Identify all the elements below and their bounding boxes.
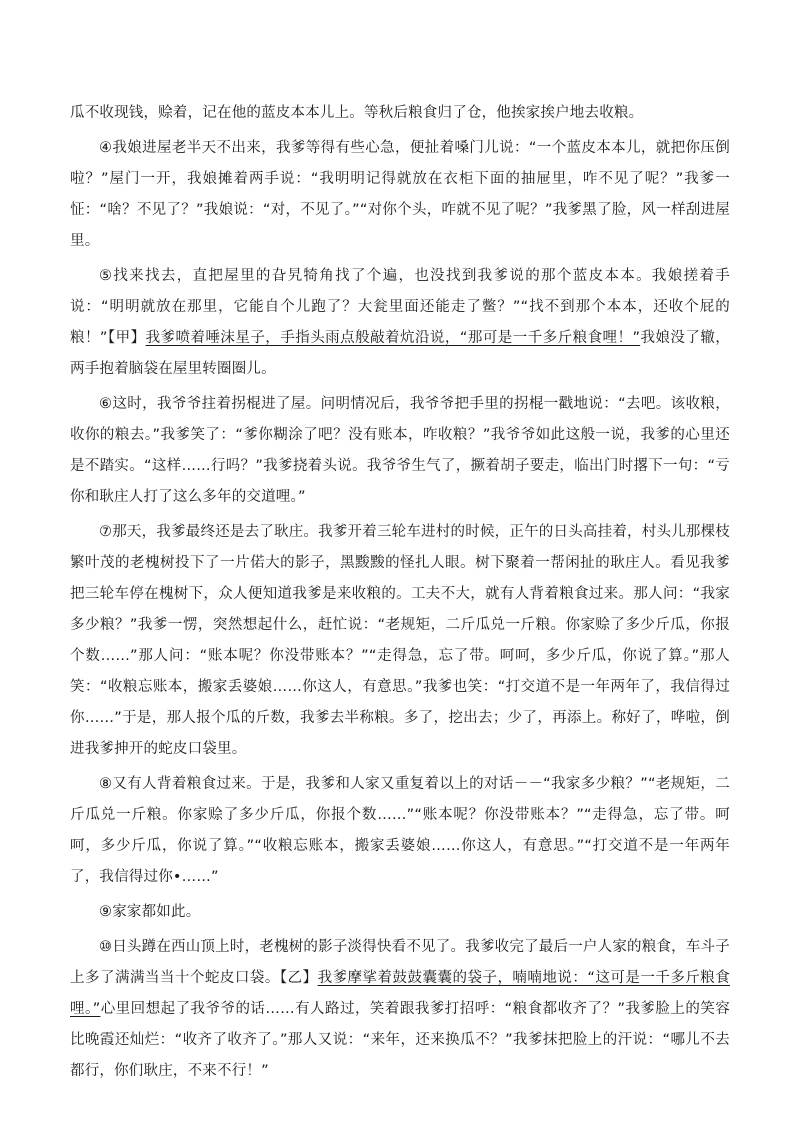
document-page — [70, 98, 730, 1091]
paragraph-4: ④我娘进屋老半天不出来，我爹等得有些心急，便扯着嗓门儿说：“一个蓝皮本本儿，就把你压倒啦？”屋门一开，我娘摊着两手说：“我明明记得就放在衣柜下面的抽屉里，咋不见了呢？”我爹一怔：“啥？不见了？”我娘说：“对，不见了。”“对你个头，咋就不见了呢？”我爹黑了脸，风一样刮进屋里。 — [70, 140, 730, 249]
paragraph-6: ⑥这时，我爷爷拄着拐棍进了屋。问明情况后，我爷爷把手里的拐棍一戳地说：“去吧。该收粮，收你的粮去。”我爹笑了：“爹你糊涂了吧？没有账本，咋收粮？”我爷爷如此这般一说，我爹的心里还是不踏实。“这样……行吗？”我爹挠着头说。我爷爷生气了，撅着胡子要走，临出门时撂下一句：“亏你和耿庄人打了这么多年的交道哩。” — [70, 396, 730, 505]
label-jia: 【甲】 — [107, 330, 146, 346]
paragraph-10-tail: 心里回想起了我爷爷的话……有人路过，笑着跟我爹打招呼：“粮食都收齐了？”我爹脸上的笑容比晚霞还灿烂：“收齐了收齐了。”那人又说：“来年，还来换瓜不？”我爹抹把脸上的汗说：“哪儿不去都行，你们耿庄，不来不行！” — [70, 1001, 730, 1079]
paragraph-continued: 瓜不收现钱，赊着，记在他的蓝皮本本儿上。等秋后粮食归了仓，他挨家挨户地去收粮。 — [70, 105, 644, 121]
paragraph-8: ⑧又有人背着粮食过来。于是，我爹和人家又重复着以上的对话－－“我家多少粮？”“老规矩，二斤瓜兑一斤粮。你家赊了多少斤瓜，你报个数……”“账本呢？你没带账本？”“走得急，忘了带。呵呵，多少斤瓜，你说了算。”“收粮忘账本，搬家丢婆娘……你这人，有意思。”“打交道不是一年两年了，我信得过你•……” — [70, 776, 730, 885]
paragraph-5-text: ⑤找来找去，直把屋里的旮旯犄角找了个遍，也没找到我爹说的那个蓝皮本本。我娘搓着手说：“明明就放在那里，它能自个儿跑了？大瓮里面还能走了鳖？”“找不到那个本本，还收个屁的粮！” — [70, 268, 730, 346]
underlined-sentence-yi: 我爹摩挲着鼓鼓囊囊的袋子，喃喃地说：“这可是一千多斤粮食哩。” — [70, 970, 730, 1017]
paragraph-7: ⑦那天，我爹最终还是去了耿庄。我爹开着三轮车进村的时候，正午的日头高挂着，村头儿那棵枝繁叶茂的老槐树投下了一片偌大的影子，黑黢黢的怪扎人眼。树下聚着一帮闲扯的耿庄人。看见我爹把三轮车停在槐树下，众人便知道我爹是来收粮的。工夫不大，就有人背着粮食过来。那人问：“我家多少粮？”我爹一愣，突然想起什么，赶忙说：“老规矩，二斤瓜兑一斤粮。你家赊了多少斤瓜，你报个数……”那人问：“账本呢？你没带账本？”“走得急，忘了带。呵呵，多少斤瓜，你说了算。”那人笑：“收粮忘账本，搬家丢婆娘……你这人，有意思。”我爹也笑：“打交道不是一年两年了，我信得过你……”于是，那人报个瓜的斤数，我爹去半称粮。多了，挖出去；少了，再添上。称好了，哗啦，倒进我爹抻开的蛇皮口袋里。 — [70, 524, 730, 757]
paragraph-9: ⑨家家都如此。 — [99, 904, 201, 920]
paragraph-10-text: ⑩日头蹲在西山顶上时，老槐树的影子淡得快看不见了。我爹收完了最后一户人家的粮食，车斗子上多了满满当当十个蛇皮口袋。 — [70, 939, 730, 986]
paragraph-10 — [70, 932, 730, 1087]
paragraph-5 — [70, 261, 730, 385]
label-yi: 【乙】 — [279, 970, 318, 986]
underlined-sentence-jia: 我爹喷着唾沫星子，手指头雨点般敲着炕沿说，“那可是一千多斤粮食哩！” — [145, 330, 641, 346]
paragraph-5-tail: 我娘没了辙，两手抱着脑袋在屋里转圈圈儿。 — [70, 330, 730, 377]
